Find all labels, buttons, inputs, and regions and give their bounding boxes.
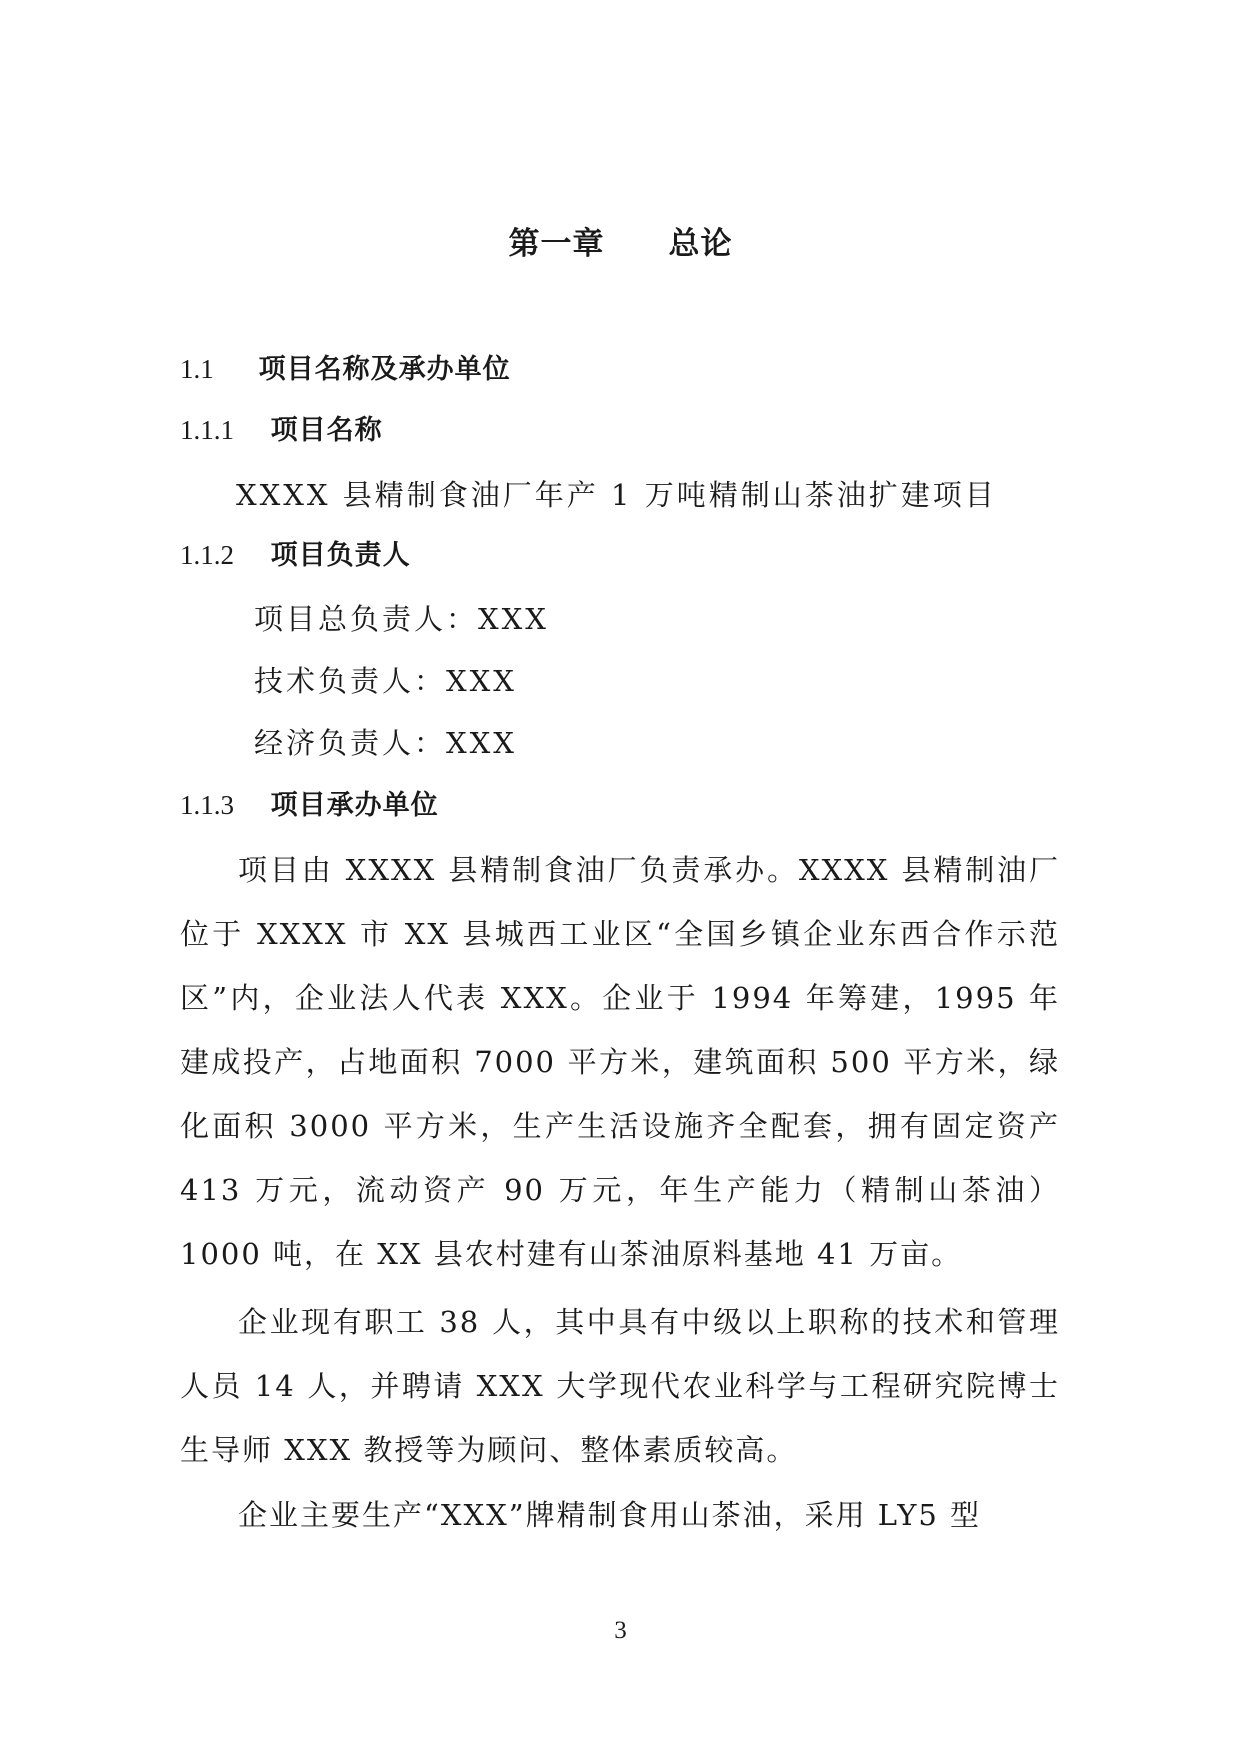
page-number: 3 (614, 1617, 627, 1644)
body-paragraph: 企业主要生产“XXX”牌精制食用山茶油，采用 LY5 型 (238, 1498, 982, 1532)
section-number: 1.1.2 (180, 540, 234, 570)
body-paragraph: 项目由 XXXX 县精制食油厂负责承办。XXXX 县精制油厂位于 XXXX 市 XX 县城西工业区“全国乡镇企业东西合作示范区”内，企业法人代表 XXX。企业于 1994 年筹建，1995 年建成投产，占地面积 7000 平方米，建筑面积 500 平方米，绿化面积 3000 平方米，生产生活设施齐全配套，拥有固定资产 413 万元，流动资产 90 万元，年生产能力（精制山茶油）1000 吨，在 XX 县农村建有山茶油原料基地 41 万亩。 (180, 853, 1060, 1271)
section-heading-1-1-1 (180, 410, 383, 451)
section-title: 项目名称及承办单位 (258, 354, 511, 385)
chapter-name: 总论 (668, 226, 733, 262)
project-leader-line: 项目总负责人：XXX (254, 602, 549, 636)
section-number: 1.1.1 (180, 415, 234, 445)
section-title: 项目名称 (270, 415, 383, 446)
chapter-label: 第一章 (508, 226, 605, 262)
body-paragraph: 企业现有职工 38 人，其中具有中级以上职称的技术和管理人员 14 人，并聘请 XXX 大学现代农业科学与工程研究院博士生导师 XXX 教授等为顾问、整体素质较高。 (180, 1305, 1060, 1467)
section-heading-1-1-2 (180, 535, 411, 576)
chapter-title (0, 222, 1241, 266)
section-heading-1-1-3 (180, 785, 439, 826)
section-title: 项目承办单位 (270, 790, 439, 821)
section-title: 项目负责人 (270, 540, 411, 571)
technical-leader-line: 技术负责人：XXX (254, 664, 517, 698)
economic-leader-line: 经济负责人：XXX (254, 726, 517, 760)
section-number: 1.1.3 (180, 790, 234, 820)
section-number: 1.1 (180, 354, 214, 384)
project-name-text: XXXX 县精制食油厂年产 1 万吨精制山茶油扩建项目 (236, 478, 997, 512)
section-heading-1-1 (180, 349, 511, 390)
